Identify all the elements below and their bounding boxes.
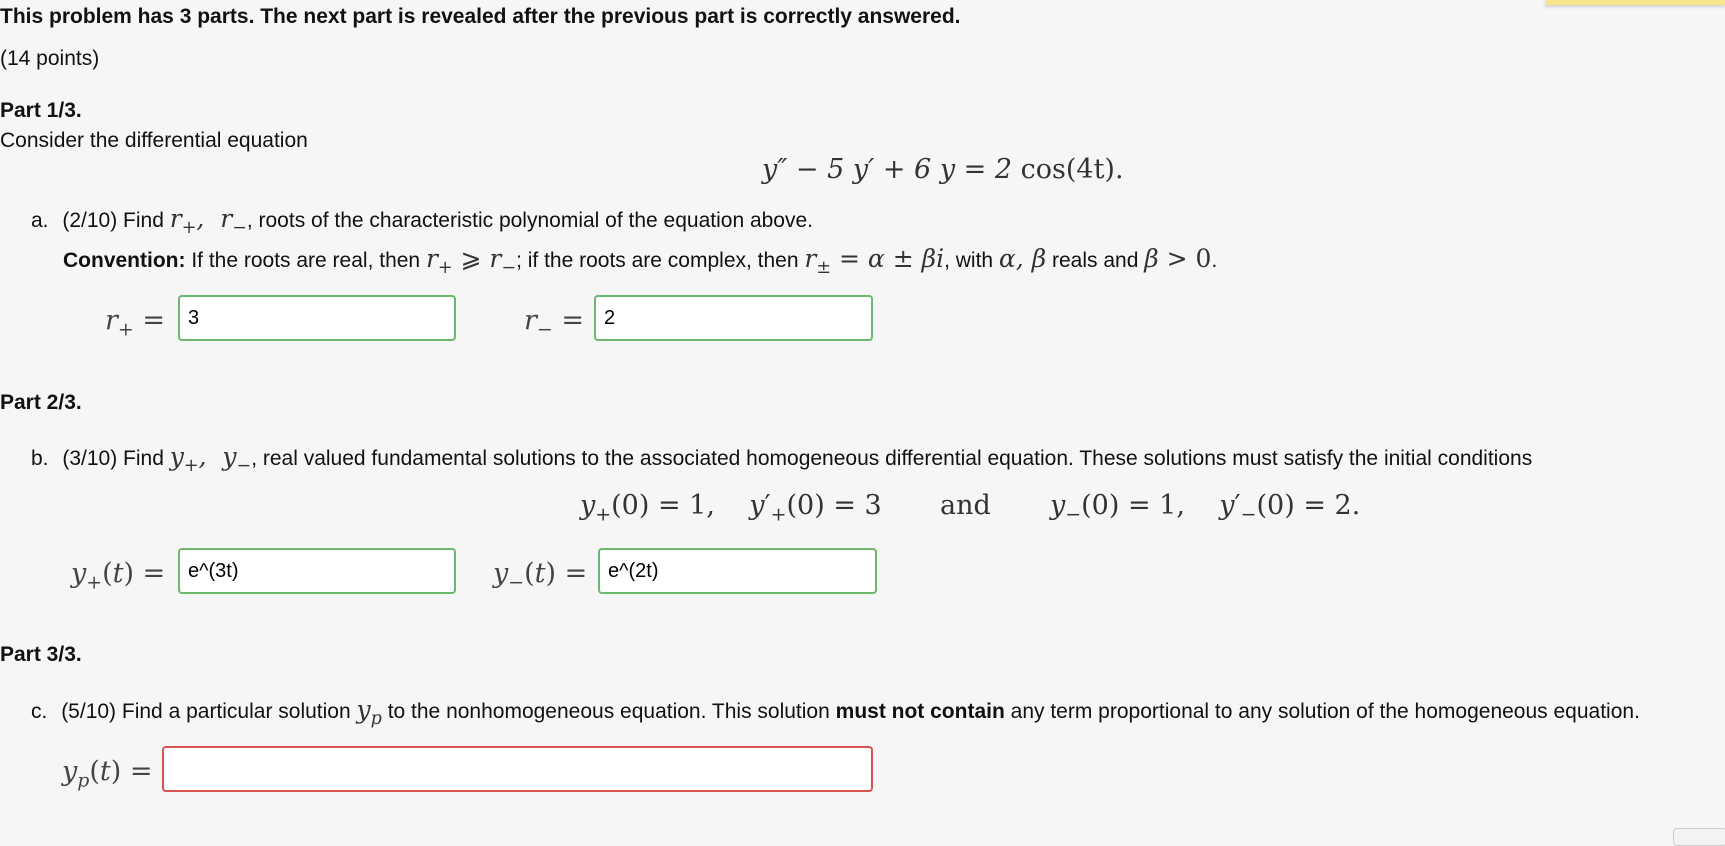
- question-a-points: (2/10) Find: [62, 209, 164, 232]
- r-minus-label: $r_-$ =: [524, 305, 584, 341]
- question-b-text: , real valued fundamental solutions to the associated homogeneous differential equation. These solutions must satisfy the initial conditions: [251, 447, 1533, 470]
- y-plus-label: $y_+(t)$ =: [71, 558, 166, 594]
- corner-widget[interactable]: [1673, 828, 1725, 846]
- sticky-note-edge: [1545, 0, 1725, 5]
- y-minus-input[interactable]: [598, 548, 877, 594]
- question-c-text-2: any term proportional to any solution of the homogeneous equation.: [1010, 700, 1640, 723]
- initial-conditions-minus: $y_-(0) = 1$, $y'_-(0) = 2$.: [1050, 490, 1361, 526]
- equation-lhs: y″ − 5 y′ + 6 y = 2: [762, 154, 1021, 185]
- part1-intro: Consider the differential equation: [0, 129, 308, 152]
- convention-text-5: .: [1211, 249, 1218, 272]
- y-p-input[interactable]: [162, 746, 873, 792]
- convention-line: [63, 244, 1217, 278]
- r-plus-input[interactable]: [178, 295, 456, 341]
- part1-heading: Part 1/3.: [0, 99, 82, 122]
- part2-heading: Part 2/3.: [0, 391, 82, 414]
- question-c-line: [31, 695, 1640, 729]
- convention-text-2: ; if the roots are complex, then: [516, 249, 805, 272]
- convention-bold: Convention:: [63, 249, 186, 272]
- convention-text-4: reals and: [1046, 249, 1145, 272]
- initial-conditions-plus: $y_+(0) = 1$, $y'_+(0) = 3$: [580, 490, 882, 526]
- question-b-points: (3/10) Find: [62, 447, 164, 470]
- question-c-points: (5/10) Find a particular solution: [61, 700, 351, 723]
- convention-text-3: , with: [944, 249, 999, 272]
- convention-math-2: $r_\pm = \alpha \pm \beta i$: [804, 244, 945, 278]
- question-b-line: [31, 442, 1532, 476]
- differential-equation: [762, 154, 1124, 185]
- points-label: (14 points): [0, 47, 100, 70]
- y-symbols: $y_+$, $y_-$: [169, 442, 252, 476]
- question-c-text-1: to the nonhomogeneous equation. This solution: [387, 700, 830, 723]
- part3-heading: Part 3/3.: [0, 643, 82, 666]
- r-plus-label: $r_+$ =: [105, 305, 165, 341]
- y-minus-label: $y_-(t)$ =: [493, 558, 588, 594]
- question-b-label: b.: [31, 447, 49, 470]
- question-c-label: c.: [31, 700, 48, 723]
- r-minus-input[interactable]: [594, 295, 873, 341]
- y-p-label: $y_p(t)$ =: [62, 756, 153, 792]
- yp-symbol: $y_p$: [356, 695, 382, 729]
- equation-arg: (4t).: [1065, 154, 1124, 185]
- question-a-line1: [31, 204, 813, 238]
- question-c-bold: must not contain: [835, 700, 1005, 723]
- convention-math-3: α, β: [998, 244, 1047, 273]
- problem-intro: This problem has 3 parts. The next part is revealed after the previous part is correctly answered.: [0, 5, 961, 28]
- convention-text-1: If the roots are real, then: [185, 249, 426, 272]
- convention-math-1: $r_+$ ⩾ $r_-$: [425, 244, 517, 278]
- y-plus-input[interactable]: [178, 548, 456, 594]
- roots-symbols: $r_+$, $r_-$: [169, 204, 247, 238]
- and-word: and: [940, 490, 991, 521]
- convention-math-4: β > 0: [1144, 244, 1212, 273]
- equation-cos: cos: [1020, 154, 1066, 185]
- question-a-label: a.: [31, 209, 49, 232]
- question-a-text: , roots of the characteristic polynomial of the equation above.: [246, 209, 814, 232]
